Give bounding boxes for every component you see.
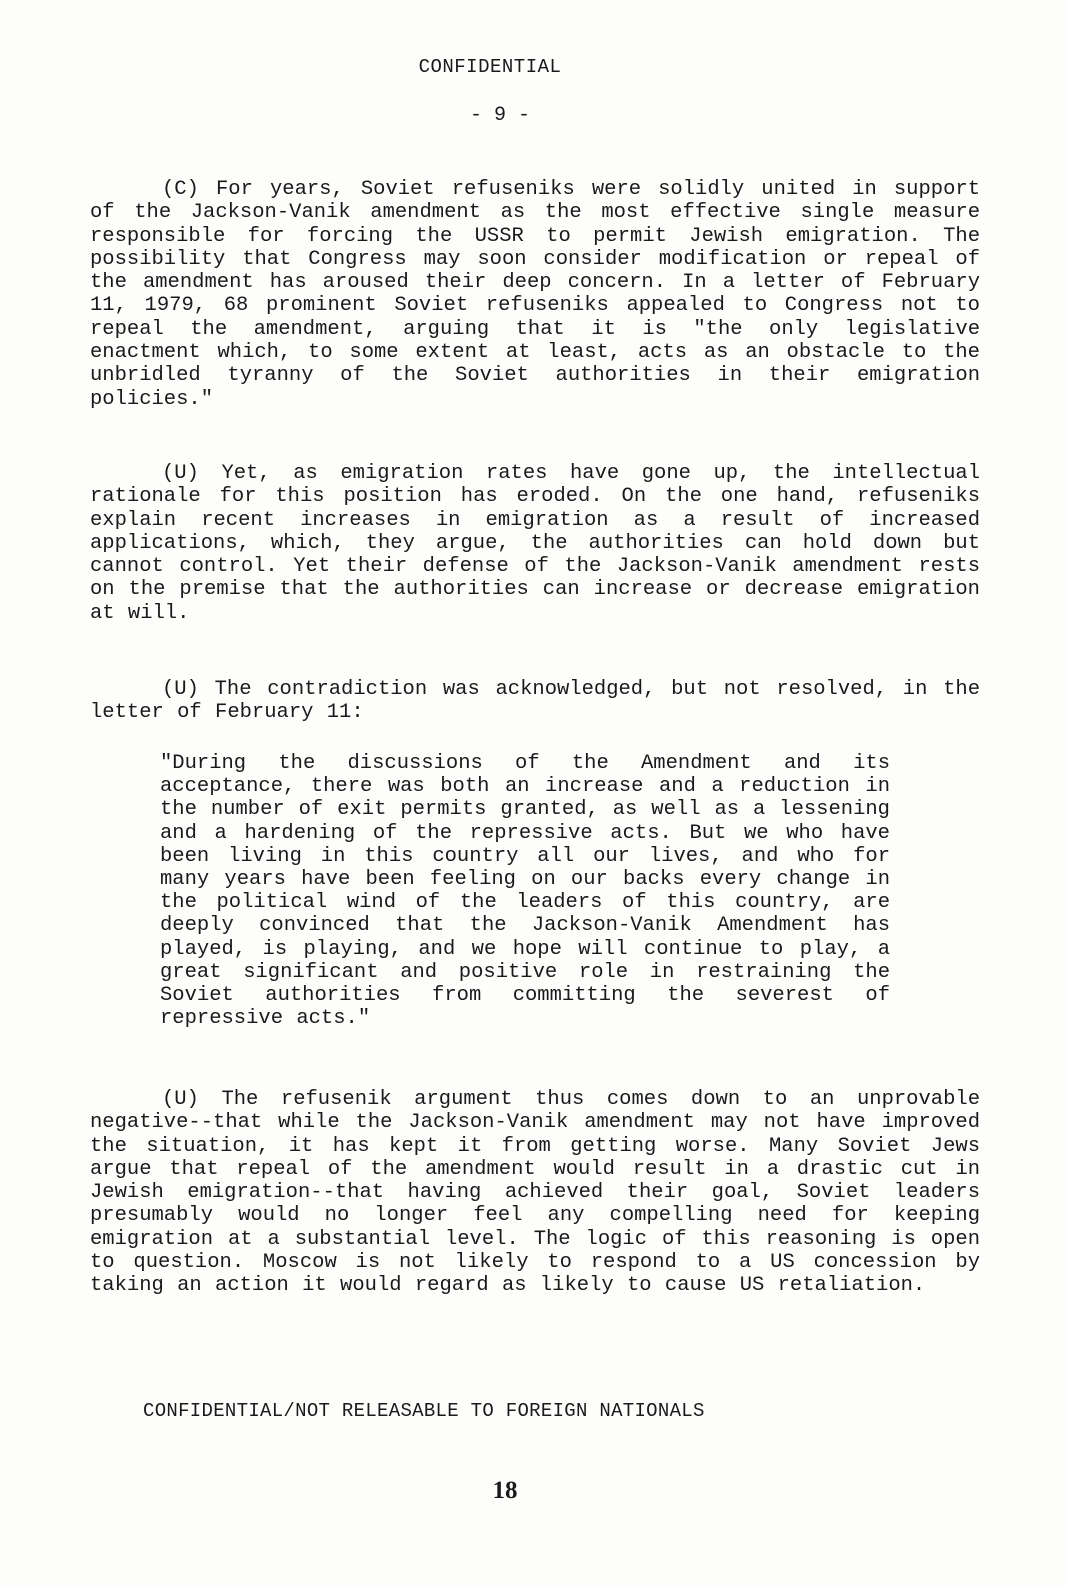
header-classification: CONFIDENTIAL xyxy=(418,56,562,78)
footer-classification: CONFIDENTIAL/NOT RELEASABLE TO FOREIGN NATIONALS xyxy=(143,1400,705,1422)
letter-quotation: "During the discussions of the Amendment and its acceptance, there was both an increase and a reduction in the number of exit permits granted, as well as a lessening and a hardening of the repressive acts. But we who have been living in this country all our lives, and who for many years have been feeling on our backs every change in the political wind of the leaders of this country, are deeply convinced that the Jackson-Vanik Amendment has played, is playing, and we hope will continue to play, a great significant and positive role in restraining the Soviet authorities from committing the severest of repressive acts." xyxy=(160,752,890,1031)
paragraph-refusenik-argument: (U) The refusenik argument thus comes down to an unprovable negative--that while the Jackson-Vanik amendment may not have improved the situation, it has kept it from getting worse. Many Soviet Jews argue that repeal of the amendment would result in a drastic cut in Jewish emigration--that having achieved their goal, Soviet leaders presumably would no longer feel any compelling need for keeping emigration at a substantial level. The logic of this reasoning is open to question. Moscow is not likely to respond to a US concession by taking an action it would regard as likely to cause US retaliation. xyxy=(90,1088,980,1298)
paragraph-confidential-refuseniks: (C) For years, Soviet refuseniks were solidly united in support of the Jackson-Vanik amendment as the most effective single measure responsible for forcing the USSR to permit Jewish emigration. The possibility that Congress may soon consider modification or repeal of the amendment has aroused their deep concern. In a letter of February 11, 1979, 68 prominent Soviet refuseniks appealed to Congress not to repeal the amendment, arguing that it is "the only legislative enactment which, to some extent at least, acts as an obstacle to the unbridled tyranny of the Soviet authorities in their emigration policies." xyxy=(90,178,980,411)
paragraph-emigration-rates: (U) Yet, as emigration rates have gone up, the intellectual rationale for this position has eroded. On the one hand, refuseniks explain recent increases in emigration as a result of increased applications, which, they argue, the authorities can hold down but cannot control. Yet their defense of the Jackson-Vanik amendment rests on the premise that the authorities can increase or decrease emigration at will. xyxy=(90,462,980,625)
header-page-marker: - 9 - xyxy=(469,104,530,127)
paragraph-contradiction: (U) The contradiction was acknowledged, but not resolved, in the letter of February 11: xyxy=(90,678,980,725)
document-page-number: 18 xyxy=(492,1477,518,1504)
